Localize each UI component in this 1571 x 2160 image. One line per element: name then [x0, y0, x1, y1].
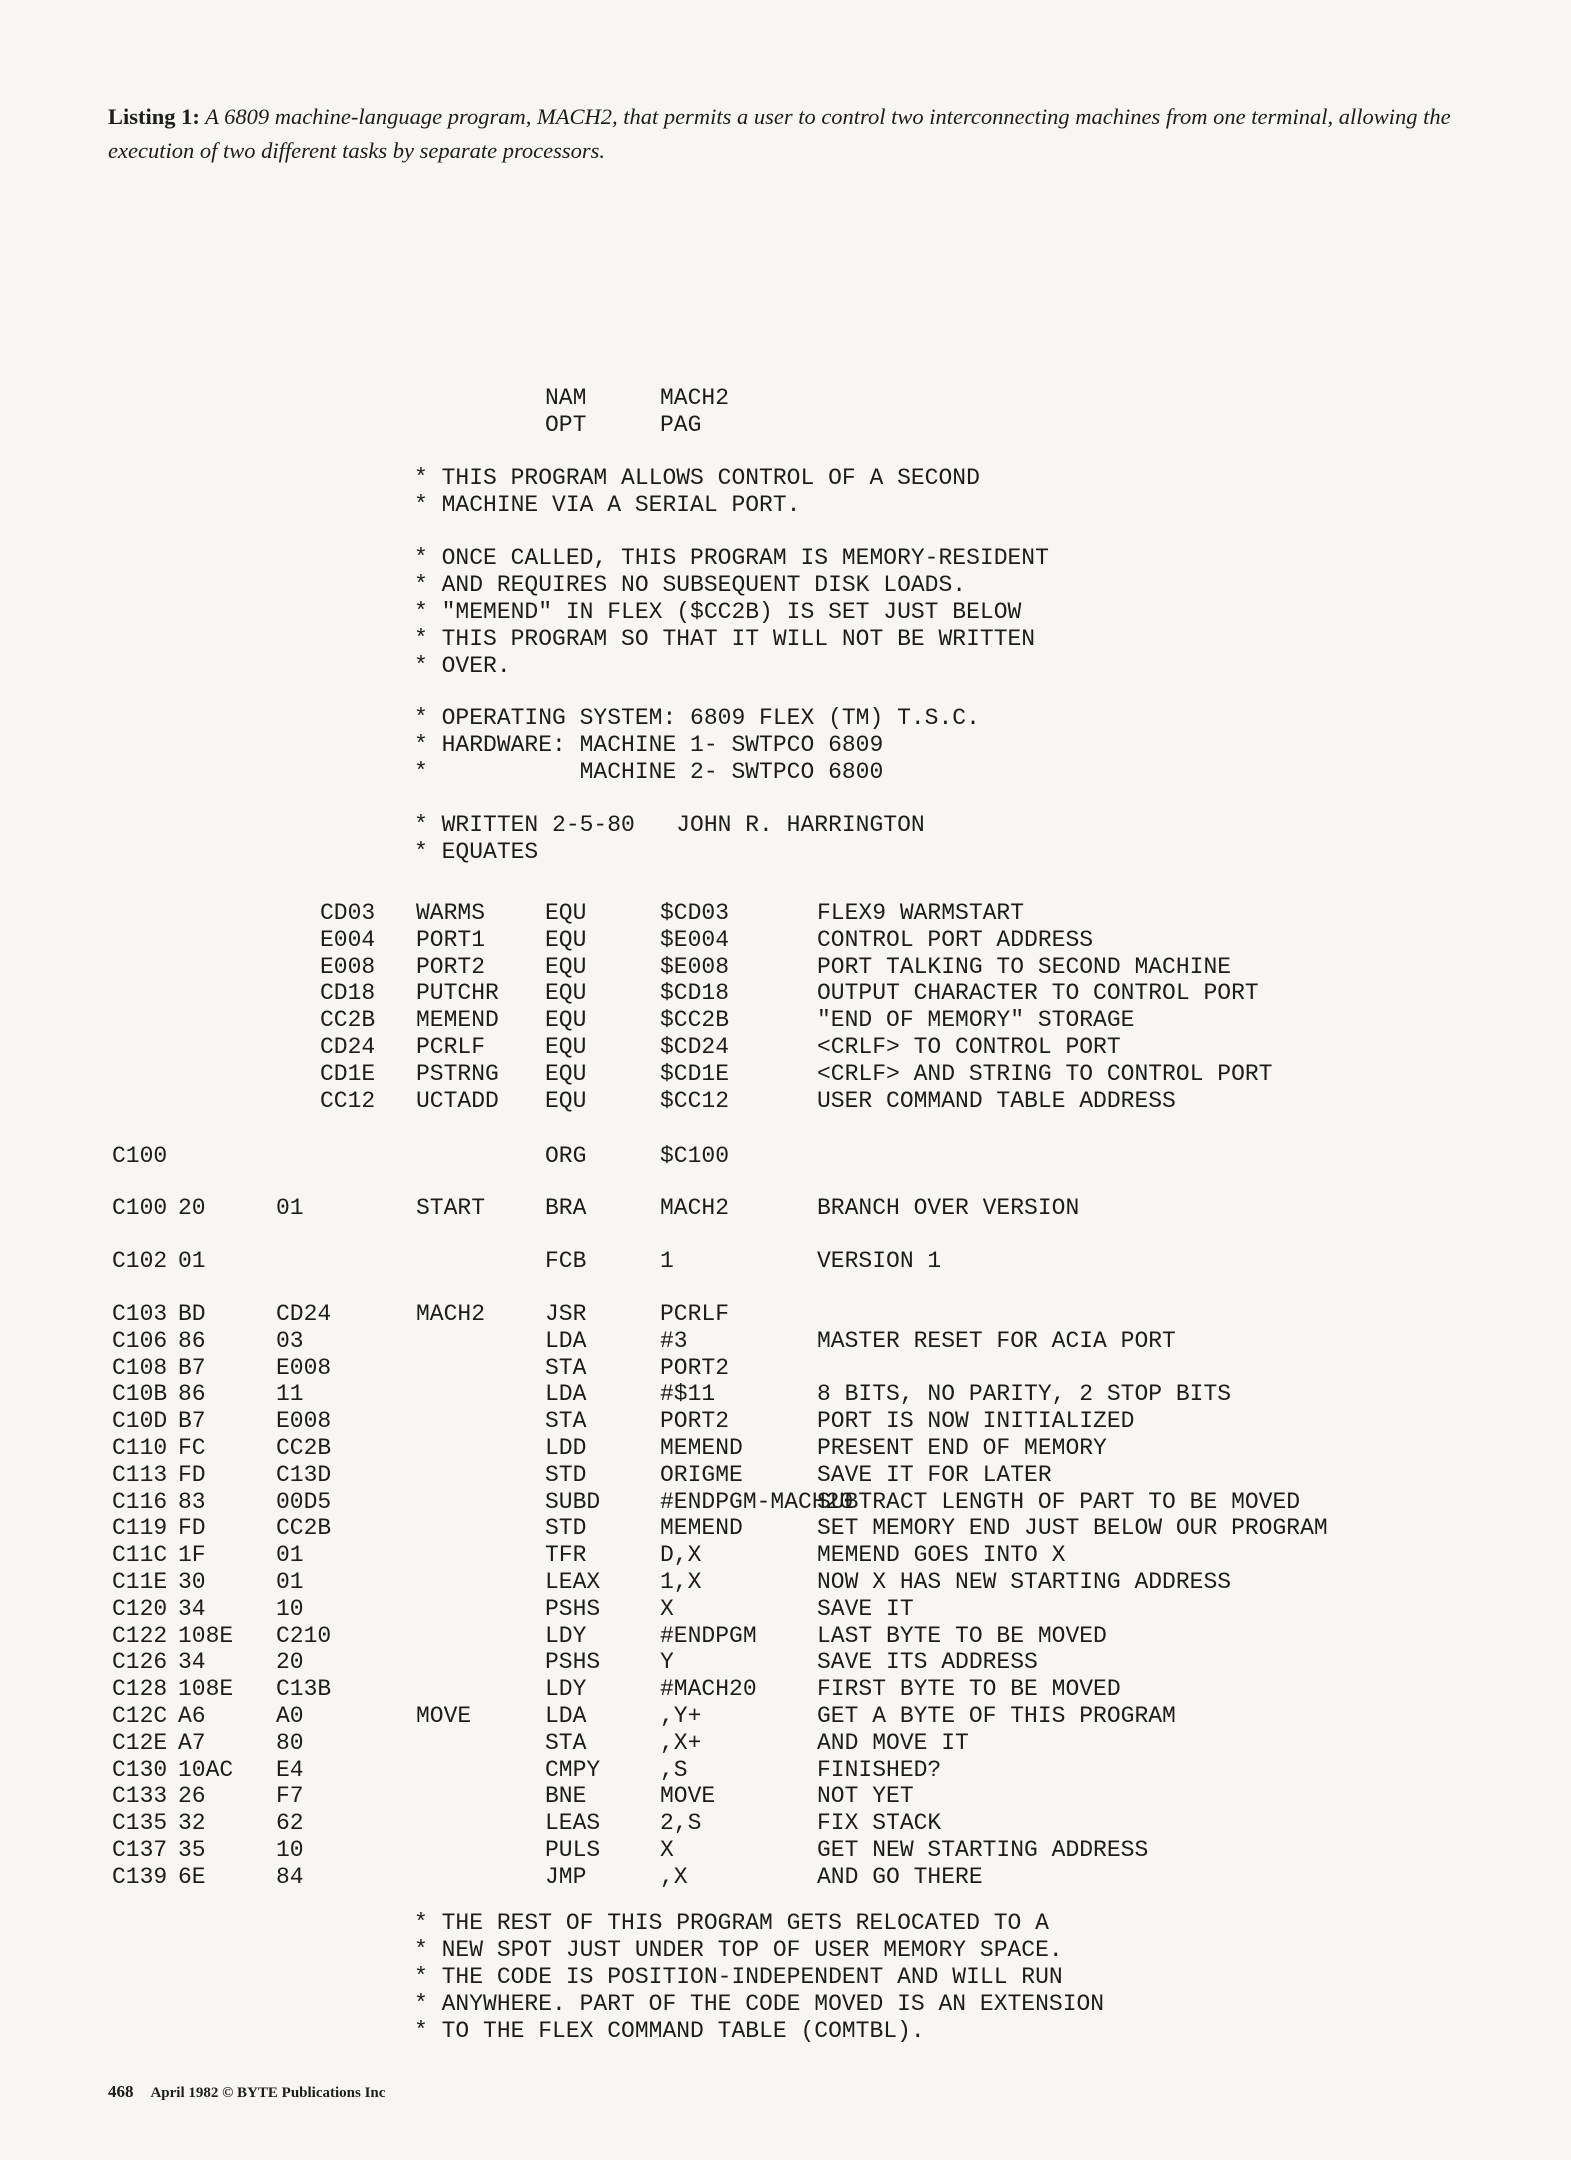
code-comment: FIX STACK	[817, 1810, 942, 1837]
code-comment: PRESENT END OF MEMORY	[817, 1435, 1107, 1461]
comment-line: * TO THE FLEX COMMAND TABLE (COMTBL).	[414, 2018, 925, 2044]
code-address: C137	[112, 1837, 168, 1863]
code-comment: MEMEND GOES INTO X	[817, 1542, 1066, 1569]
code-comment: 8 BITS, NO PARITY, 2 STOP BITS	[817, 1381, 1232, 1408]
code-opcode: 26	[178, 1783, 206, 1810]
code-label: MOVE	[416, 1703, 472, 1729]
code-mnemonic: LDD	[545, 1435, 587, 1461]
code-opcode: 6E	[178, 1863, 206, 1890]
page-footer	[108, 2082, 385, 2102]
code-opcode: B7	[178, 1354, 206, 1381]
code-operand: MEMEND	[660, 1515, 743, 1542]
code-operand: ,X	[660, 1863, 688, 1890]
caption-label: Listing 1:	[108, 104, 200, 129]
comment-line: * HARDWARE: MACHINE 1- SWTPCO 6809	[414, 732, 884, 758]
code-comment: BRANCH OVER VERSION	[817, 1195, 1080, 1221]
equate-comment: <CRLF> AND STRING TO CONTROL PORT	[817, 1060, 1273, 1087]
code-mnemonic: BNE	[545, 1783, 587, 1810]
code-operand-bytes: A0	[276, 1703, 304, 1729]
code-operand: PORT2	[660, 1354, 730, 1381]
caption-text: A 6809 machine-language program, MACH2, that permits a user to control two interconnecting machines from one terminal, allowing the execution of two different tasks by separate processors.	[108, 104, 1451, 163]
code-operand-bytes: 10	[276, 1595, 304, 1622]
equate-operand: $CD03	[660, 900, 730, 926]
code-operand-bytes: 00D5	[276, 1488, 332, 1515]
code-comment: VERSION 1	[817, 1248, 942, 1274]
equate-mnemonic: EQU	[545, 980, 587, 1007]
comment-line: * NEW SPOT JUST UNDER TOP OF USER MEMORY SPACE.	[414, 1937, 1063, 1963]
equate-label: PORT1	[416, 926, 486, 953]
code-opcode: B7	[178, 1408, 206, 1435]
equate-mnemonic: EQU	[545, 1034, 587, 1060]
code-mnemonic: LDA	[545, 1703, 587, 1729]
code-opcode: 86	[178, 1327, 206, 1354]
code-comment: AND MOVE IT	[817, 1729, 969, 1756]
code-operand: MOVE	[660, 1783, 716, 1810]
code-mnemonic: BRA	[545, 1195, 587, 1221]
code-mnemonic: PULS	[545, 1837, 601, 1863]
code-opcode: 83	[178, 1488, 206, 1515]
equate-mnemonic: EQU	[545, 1007, 587, 1034]
equate-value: CD18	[320, 980, 376, 1007]
code-mnemonic: FCB	[545, 1248, 587, 1274]
equate-mnemonic: EQU	[545, 953, 587, 980]
equate-value: CD1E	[320, 1060, 376, 1087]
code-address: C135	[112, 1810, 168, 1837]
code-mnemonic: PSHS	[545, 1595, 601, 1622]
equate-label: UCTADD	[416, 1087, 499, 1114]
equate-operand: $CD24	[660, 1034, 730, 1060]
equate-label: WARMS	[416, 900, 486, 926]
code-label: MACH2	[416, 1301, 486, 1327]
code-opcode: 86	[178, 1381, 206, 1408]
code-mnemonic: LDA	[545, 1381, 587, 1408]
code-operand: 1,X	[660, 1569, 702, 1595]
code-address: C119	[112, 1515, 168, 1542]
code-operand: #3	[660, 1327, 688, 1354]
comment-line: * AND REQUIRES NO SUBSEQUENT DISK LOADS.	[414, 572, 967, 598]
code-operand-bytes: 62	[276, 1810, 304, 1837]
equate-comment: USER COMMAND TABLE ADDRESS	[817, 1087, 1176, 1114]
code-mnemonic: STA	[545, 1729, 587, 1756]
code-comment: LAST BYTE TO BE MOVED	[817, 1622, 1107, 1649]
code-address: C122	[112, 1622, 168, 1649]
code-opcode: 1F	[178, 1542, 206, 1569]
equate-comment: FLEX9 WARMSTART	[817, 900, 1025, 926]
comment-line: * THIS PROGRAM ALLOWS CONTROL OF A SECOND	[414, 465, 980, 491]
code-operand-bytes: CC2B	[276, 1435, 332, 1461]
code-address: C102	[112, 1248, 168, 1274]
directive-mnemonic: NAM	[545, 385, 587, 411]
equate-label: PORT2	[416, 953, 486, 980]
code-opcode: FD	[178, 1515, 206, 1542]
code-address: C108	[112, 1354, 168, 1381]
footer-publication: April 1982 © BYTE Publications Inc	[150, 2085, 386, 2101]
code-mnemonic: STD	[545, 1515, 587, 1542]
code-comment: NOW X HAS NEW STARTING ADDRESS	[817, 1569, 1232, 1595]
comment-line: * THIS PROGRAM SO THAT IT WILL NOT BE WRITTEN	[414, 626, 1036, 652]
equate-value: E008	[320, 953, 376, 980]
code-comment: GET NEW STARTING ADDRESS	[817, 1837, 1149, 1863]
code-mnemonic: PSHS	[545, 1649, 601, 1676]
code-operand: PCRLF	[660, 1301, 730, 1327]
code-opcode: 01	[178, 1248, 206, 1274]
code-address: C126	[112, 1649, 168, 1676]
code-comment: MASTER RESET FOR ACIA PORT	[817, 1327, 1176, 1354]
equate-operand: $CC2B	[660, 1007, 730, 1034]
code-opcode: 34	[178, 1595, 206, 1622]
code-opcode: FD	[178, 1461, 206, 1488]
code-mnemonic: LEAX	[545, 1569, 601, 1595]
code-operand: PORT2	[660, 1408, 730, 1435]
code-operand-bytes: 80	[276, 1729, 304, 1756]
equate-mnemonic: EQU	[545, 900, 587, 926]
equate-mnemonic: EQU	[545, 926, 587, 953]
code-operand-bytes: C13D	[276, 1461, 332, 1488]
code-operand: 1	[660, 1248, 674, 1274]
comment-line: * EQUATES	[414, 839, 539, 865]
comment-line: * WRITTEN 2-5-80 JOHN R. HARRINGTON	[414, 812, 925, 838]
code-address: C100	[112, 1143, 168, 1169]
code-address: C12C	[112, 1703, 168, 1729]
code-mnemonic: SUBD	[545, 1488, 601, 1515]
code-opcode: A6	[178, 1703, 206, 1729]
code-address: C10D	[112, 1408, 168, 1435]
code-opcode: 35	[178, 1837, 206, 1863]
code-address: C128	[112, 1676, 168, 1703]
code-comment: SAVE IT FOR LATER	[817, 1461, 1052, 1488]
code-opcode: 30	[178, 1569, 206, 1595]
equate-operand: $E008	[660, 953, 730, 980]
comment-line: * OPERATING SYSTEM: 6809 FLEX (TM) T.S.C.	[414, 705, 980, 731]
code-operand-bytes: 20	[276, 1649, 304, 1676]
code-operand: ORIGME	[660, 1461, 743, 1488]
directive-operand: MACH2	[660, 385, 730, 411]
code-opcode: 34	[178, 1649, 206, 1676]
code-address: C10B	[112, 1381, 168, 1408]
code-comment: SAVE ITS ADDRESS	[817, 1649, 1038, 1676]
code-mnemonic: STA	[545, 1408, 587, 1435]
code-address: C116	[112, 1488, 168, 1515]
equate-mnemonic: EQU	[545, 1060, 587, 1087]
equate-operand: $CD18	[660, 980, 730, 1007]
code-address: C106	[112, 1327, 168, 1354]
code-mnemonic: STD	[545, 1461, 587, 1488]
code-operand: $C100	[660, 1143, 730, 1169]
code-operand: #ENDPGM	[660, 1622, 757, 1649]
code-operand-bytes: CD24	[276, 1301, 332, 1327]
code-mnemonic: LDA	[545, 1327, 587, 1354]
code-operand-bytes: 10	[276, 1837, 304, 1863]
code-comment: FINISHED?	[817, 1756, 942, 1783]
code-operand-bytes: 03	[276, 1327, 304, 1354]
comment-line: * "MEMEND" IN FLEX ($CC2B) IS SET JUST BELOW	[414, 599, 1022, 625]
comment-line: * THE REST OF THIS PROGRAM GETS RELOCATED TO A	[414, 1910, 1049, 1936]
code-operand: #ENDPGM-MACH20	[660, 1488, 854, 1515]
equate-operand: $CD1E	[660, 1060, 730, 1087]
code-address: C12E	[112, 1729, 168, 1756]
code-opcode: 10AC	[178, 1756, 234, 1783]
equate-mnemonic: EQU	[545, 1087, 587, 1114]
comment-line: * MACHINE 2- SWTPCO 6800	[414, 759, 884, 785]
code-operand-bytes: 01	[276, 1195, 304, 1221]
code-comment: GET A BYTE OF THIS PROGRAM	[817, 1703, 1176, 1729]
code-comment: NOT YET	[817, 1783, 914, 1810]
code-operand-bytes: F7	[276, 1783, 304, 1810]
code-operand-bytes: 01	[276, 1542, 304, 1569]
code-operand: #MACH20	[660, 1676, 757, 1703]
code-opcode: 32	[178, 1810, 206, 1837]
code-operand: MEMEND	[660, 1435, 743, 1461]
code-opcode: A7	[178, 1729, 206, 1756]
equate-value: CC12	[320, 1087, 376, 1114]
code-operand-bytes: E008	[276, 1354, 332, 1381]
equate-value: E004	[320, 926, 376, 953]
code-address: C139	[112, 1863, 168, 1890]
equate-value: CD03	[320, 900, 376, 926]
equate-comment: OUTPUT CHARACTER TO CONTROL PORT	[817, 980, 1259, 1007]
equate-label: PSTRNG	[416, 1060, 499, 1087]
code-mnemonic: LDY	[545, 1676, 587, 1703]
code-mnemonic: STA	[545, 1354, 587, 1381]
code-address: C133	[112, 1783, 168, 1810]
code-address: C103	[112, 1301, 168, 1327]
comment-line: * ONCE CALLED, THIS PROGRAM IS MEMORY-RESIDENT	[414, 545, 1049, 571]
code-operand: X	[660, 1837, 674, 1863]
code-comment: PORT IS NOW INITIALIZED	[817, 1408, 1135, 1435]
equate-comment: CONTROL PORT ADDRESS	[817, 926, 1094, 953]
code-mnemonic: JSR	[545, 1301, 587, 1327]
comment-line: * THE CODE IS POSITION-INDEPENDENT AND WILL RUN	[414, 1964, 1063, 1990]
code-operand-bytes: C13B	[276, 1676, 332, 1703]
code-address: C11C	[112, 1542, 168, 1569]
code-comment: SAVE IT	[817, 1595, 914, 1622]
code-operand-bytes: C210	[276, 1622, 332, 1649]
equate-label: MEMEND	[416, 1007, 499, 1034]
equate-value: CC2B	[320, 1007, 376, 1034]
code-operand: Y	[660, 1649, 674, 1676]
code-comment: SUBTRACT LENGTH OF PART TO BE MOVED	[817, 1488, 1301, 1515]
code-address: C11E	[112, 1569, 168, 1595]
code-operand-bytes: E4	[276, 1756, 304, 1783]
code-mnemonic: LDY	[545, 1622, 587, 1649]
code-mnemonic: CMPY	[545, 1756, 601, 1783]
code-operand: X	[660, 1595, 674, 1622]
code-comment: FIRST BYTE TO BE MOVED	[817, 1676, 1121, 1703]
code-comment: AND GO THERE	[817, 1863, 983, 1890]
equate-operand: $CC12	[660, 1087, 730, 1114]
code-label: START	[416, 1195, 486, 1221]
code-operand: MACH2	[660, 1195, 730, 1221]
code-mnemonic: ORG	[545, 1143, 587, 1169]
code-address: C100	[112, 1195, 168, 1221]
code-opcode: 108E	[178, 1676, 234, 1703]
code-opcode: 20	[178, 1195, 206, 1221]
code-address: C110	[112, 1435, 168, 1461]
equate-value: CD24	[320, 1034, 376, 1060]
code-mnemonic: JMP	[545, 1863, 587, 1890]
code-operand-bytes: 11	[276, 1381, 304, 1408]
equate-comment: "END OF MEMORY" STORAGE	[817, 1007, 1135, 1034]
code-operand-bytes: 84	[276, 1863, 304, 1890]
code-mnemonic: TFR	[545, 1542, 587, 1569]
code-operand-bytes: 01	[276, 1569, 304, 1595]
code-operand-bytes: E008	[276, 1408, 332, 1435]
code-operand: 2,S	[660, 1810, 702, 1837]
equate-label: PUTCHR	[416, 980, 499, 1007]
code-operand: ,X+	[660, 1729, 702, 1756]
equate-label: PCRLF	[416, 1034, 486, 1060]
equate-comment: <CRLF> TO CONTROL PORT	[817, 1034, 1121, 1060]
comment-line: * OVER.	[414, 653, 511, 679]
code-address: C130	[112, 1756, 168, 1783]
directive-mnemonic: OPT	[545, 412, 587, 438]
code-operand: #$11	[660, 1381, 716, 1408]
code-opcode: FC	[178, 1435, 206, 1461]
code-opcode: 108E	[178, 1622, 234, 1649]
code-operand: ,Y+	[660, 1703, 702, 1729]
code-operand-bytes: CC2B	[276, 1515, 332, 1542]
directive-operand: PAG	[660, 412, 702, 438]
code-operand: D,X	[660, 1542, 702, 1569]
code-comment: SET MEMORY END JUST BELOW OUR PROGRAM	[817, 1515, 1328, 1542]
code-operand: ,S	[660, 1756, 688, 1783]
comment-line: * ANYWHERE. PART OF THE CODE MOVED IS AN EXTENSION	[414, 1991, 1105, 2017]
code-opcode: BD	[178, 1301, 206, 1327]
code-mnemonic: LEAS	[545, 1810, 601, 1837]
equate-operand: $E004	[660, 926, 730, 953]
comment-line: * MACHINE VIA A SERIAL PORT.	[414, 492, 801, 518]
equate-comment: PORT TALKING TO SECOND MACHINE	[817, 953, 1232, 980]
page-number: 468	[108, 2082, 134, 2101]
code-address: C120	[112, 1595, 168, 1622]
code-address: C113	[112, 1461, 168, 1488]
